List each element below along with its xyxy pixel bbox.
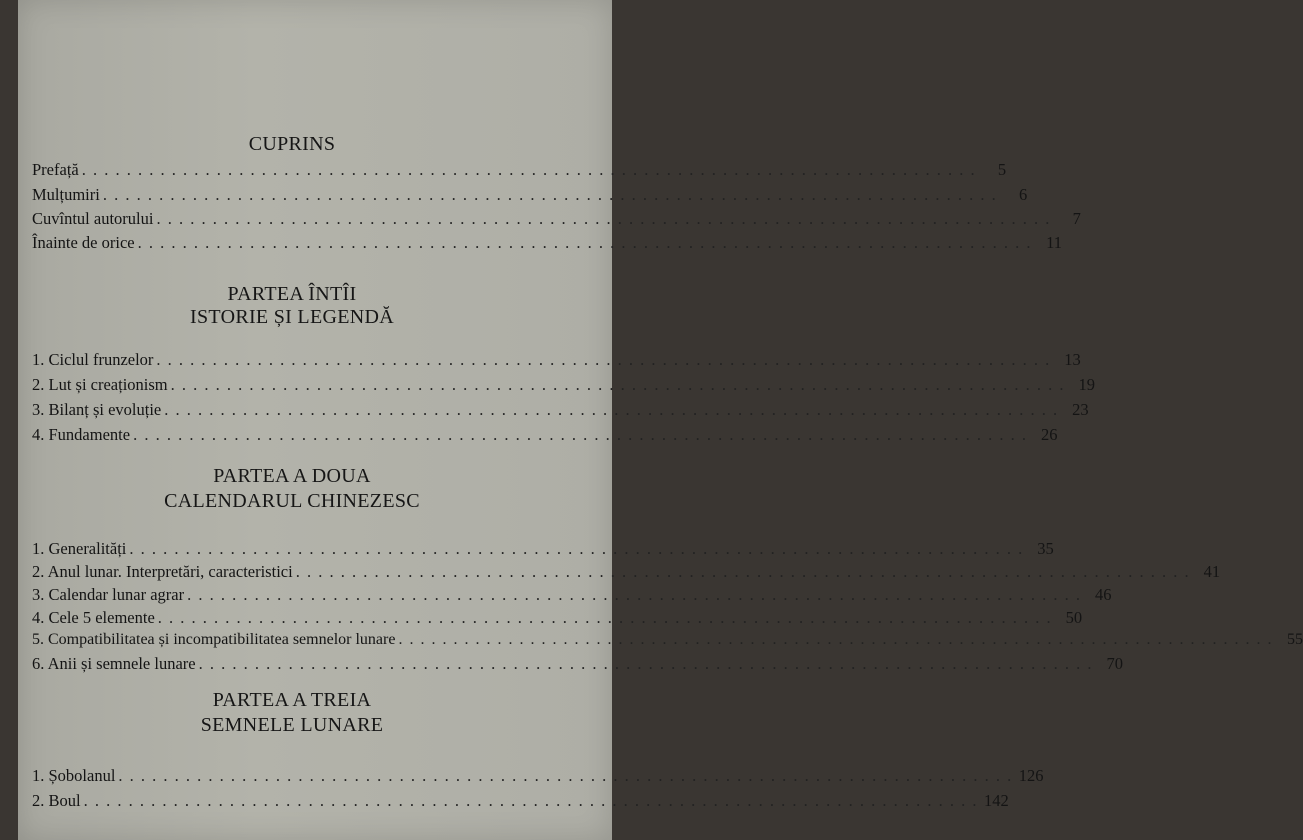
part-1-label: PARTEA ÎNTÎI <box>227 283 357 305</box>
entry-title: 4. Cele 5 elemente <box>32 608 155 627</box>
toc-title: CUPRINS <box>248 133 336 155</box>
part-2-label: PARTEA A DOUA <box>213 465 371 487</box>
entry-title: 2. Anul lunar. Interpretări, caracteristici <box>32 562 293 581</box>
entry-title: 5. Compatibilitatea și incompatibilitatea semnelor lunare <box>32 631 396 648</box>
toc-entry <box>32 562 1221 584</box>
entry-title: Prefață <box>32 160 79 179</box>
dot-leader: . . . . . . . . . . . . . . . . . . . . . . . . . . . . . . . . . . . . . . . . . . . . . . . . . . . . . . . . . . . . . . . . . . . . . . . . . . . . . . . . <box>133 425 1028 444</box>
dot-leader: . . . . . . . . . . . . . . . . . . . . . . . . . . . . . . . . . . . . . . . . . . . . . . . . . . . . . . . . . . . . . . . . . . . . . . . . . . . . . . . . <box>170 375 1066 394</box>
entry-title: 6. Anii și semnele lunare <box>32 654 196 673</box>
toc-entry-before-all <box>32 233 1062 255</box>
toc-entry-author-word <box>32 209 1081 231</box>
dot-leader: . . . . . . . . . . . . . . . . . . . . . . . . . . . . . . . . . . . . . . . . . . . . . . . . . . . . . . . . . . . . . . . . . . . . . . . . . . . . . . . . <box>156 209 1051 228</box>
entry-page: 41 <box>1203 562 1221 581</box>
entry-page: 46 <box>1094 585 1112 604</box>
part-3-name: SEMNELE LUNARE <box>200 714 384 736</box>
dot-leader: . . . . . . . . . . . . . . . . . . . . . . . . . . . . . . . . . . . . . . . . . . . . . . . . . . . . . . . . . . . . . . . . . . . . . . . . . . . . . . . . <box>102 185 998 204</box>
entry-page: 126 <box>1018 766 1044 785</box>
toc-entry <box>32 375 1096 397</box>
toc-entry <box>32 425 1058 447</box>
entry-title: 3. Bilanț și evoluție <box>32 400 162 419</box>
toc-entry <box>32 791 1009 813</box>
entry-page: 5 <box>997 160 1007 179</box>
dot-leader: . . . . . . . . . . . . . . . . . . . . . . . . . . . . . . . . . . . . . . . . . . . . . . . . . . . . . . . . . . . . . . . . . . . . . . . . . . . . . . . . <box>157 608 1053 627</box>
part-2-name: CALENDARUL CHINEZESC <box>164 490 420 512</box>
entry-title: 2. Lut și creaționism <box>32 375 168 394</box>
entry-page: 50 <box>1065 608 1083 627</box>
entry-page: 142 <box>983 791 1009 810</box>
entry-page: 55 <box>1286 631 1303 648</box>
toc-entry <box>32 631 1303 653</box>
part-3-label: PARTEA A TREIA <box>212 689 372 711</box>
dot-leader: . . . . . . . . . . . . . . . . . . . . . . . . . . . . . . . . . . . . . . . . . . . . . . . . . . . . . . . . . . . . . . . . . . . . . . . . . . . . . . . . <box>198 654 1093 673</box>
entry-title: 4. Fundamente <box>32 425 131 444</box>
entry-page: 23 <box>1072 400 1089 419</box>
toc-entry <box>32 608 1083 630</box>
dot-leader: . . . . . . . . . . . . . . . . . . . . . . . . . . . . . . . . . . . . . . . . . . . . . . . . . . . . . . . . . . . . . . . . . . . . . . . . . . . . . . . . <box>295 562 1191 581</box>
entry-title: Înainte de orice <box>32 233 135 252</box>
toc-entry <box>32 585 1112 607</box>
dot-leader: . . . . . . . . . . . . . . . . . . . . . . . . . . . . . . . . . . . . . . . . . . . . . . . . . . . . . . . . . . . . . . . . . . . . . . . . . . . . . . . . <box>156 350 1051 369</box>
toc-entry <box>32 350 1081 372</box>
entry-page: 13 <box>1064 350 1081 369</box>
entry-page: 19 <box>1078 375 1096 394</box>
dot-leader: . . . . . . . . . . . . . . . . . . . . . . . . . . . . . . . . . . . . . . . . . . . . . . . . . . . . . . . . . . . . . . . . . . . . . . . . . . . . . . . . <box>118 766 1013 785</box>
part-1-name: ISTORIE ȘI LEGENDĂ <box>190 306 394 328</box>
toc-entry <box>32 400 1089 422</box>
entry-page: 35 <box>1037 539 1054 558</box>
toc-entry-acknowledgements <box>32 185 1028 207</box>
entry-page: 70 <box>1106 654 1123 673</box>
entry-title: 2. Boul <box>32 791 81 810</box>
entry-title: 1. Generalități <box>32 539 127 558</box>
book-page <box>18 0 1303 840</box>
entry-page: 11 <box>1046 233 1062 252</box>
entry-page: 26 <box>1040 425 1058 444</box>
dot-leader: . . . . . . . . . . . . . . . . . . . . . . . . . . . . . . . . . . . . . . . . . . . . . . . . . . . . . . . . . . . . . . . . . . . . . . . . . . . . . . . . <box>187 585 1082 604</box>
entry-title: Cuvîntul autorului <box>32 209 154 228</box>
dot-leader: . . . . . . . . . . . . . . . . . . . . . . . . . . . . . . . . . . . . . . . . . . . . . . . . . . . . . . . . . . . . . . . . . . . . . . . . . . . . . . . . <box>81 160 977 179</box>
dot-leader: . . . . . . . . . . . . . . . . . . . . . . . . . . . . . . . . . . . . . . . . . . . . . . . . . . . . . . . . . . . . . . . . . . . . . . . . . . . . . . . . <box>164 400 1059 419</box>
entry-title: 3. Calendar lunar agrar <box>32 585 185 604</box>
toc-entry <box>32 654 1123 676</box>
dot-leader: . . . . . . . . . . . . . . . . . . . . . . . . . . . . . . . . . . . . . . . . . . . . . . . . . . . . . . . . . . . . . . . . . . . . . . . . . . . . . . . . <box>137 233 1032 252</box>
entry-page: 7 <box>1072 209 1081 228</box>
entry-title: 1. Șobolanul <box>32 766 116 785</box>
toc-entry <box>32 539 1054 561</box>
dot-leader: . . . . . . . . . . . . . . . . . . . . . . . . . . . . . . . . . . . . . . . . . . . . . . . . . . . . . . . . . . . . . . . . . . . . . . . . . . . . . . . . <box>129 539 1024 558</box>
toc-entry <box>32 766 1044 788</box>
dot-leader: . . . . . . . . . . . . . . . . . . . . . . . . . . . . . . . . . . . . . . . . . . . . . . . . . . . . . . . . . . . . . . . . . . . . . . . . . . . . . . . . <box>83 791 978 810</box>
toc-entry-preface <box>32 160 1007 182</box>
dot-leader: . . . . . . . . . . . . . . . . . . . . . . . . . . . . . . . . . . . . . . . . . . . . . . . . . . . . . . . . . . . . . . . . . . . . . . . . . . . . . . . . <box>398 631 1273 648</box>
entry-title: 1. Ciclul frunzelor <box>32 350 154 369</box>
entry-title: Mulțumiri <box>32 185 100 204</box>
entry-page: 6 <box>1018 185 1028 204</box>
